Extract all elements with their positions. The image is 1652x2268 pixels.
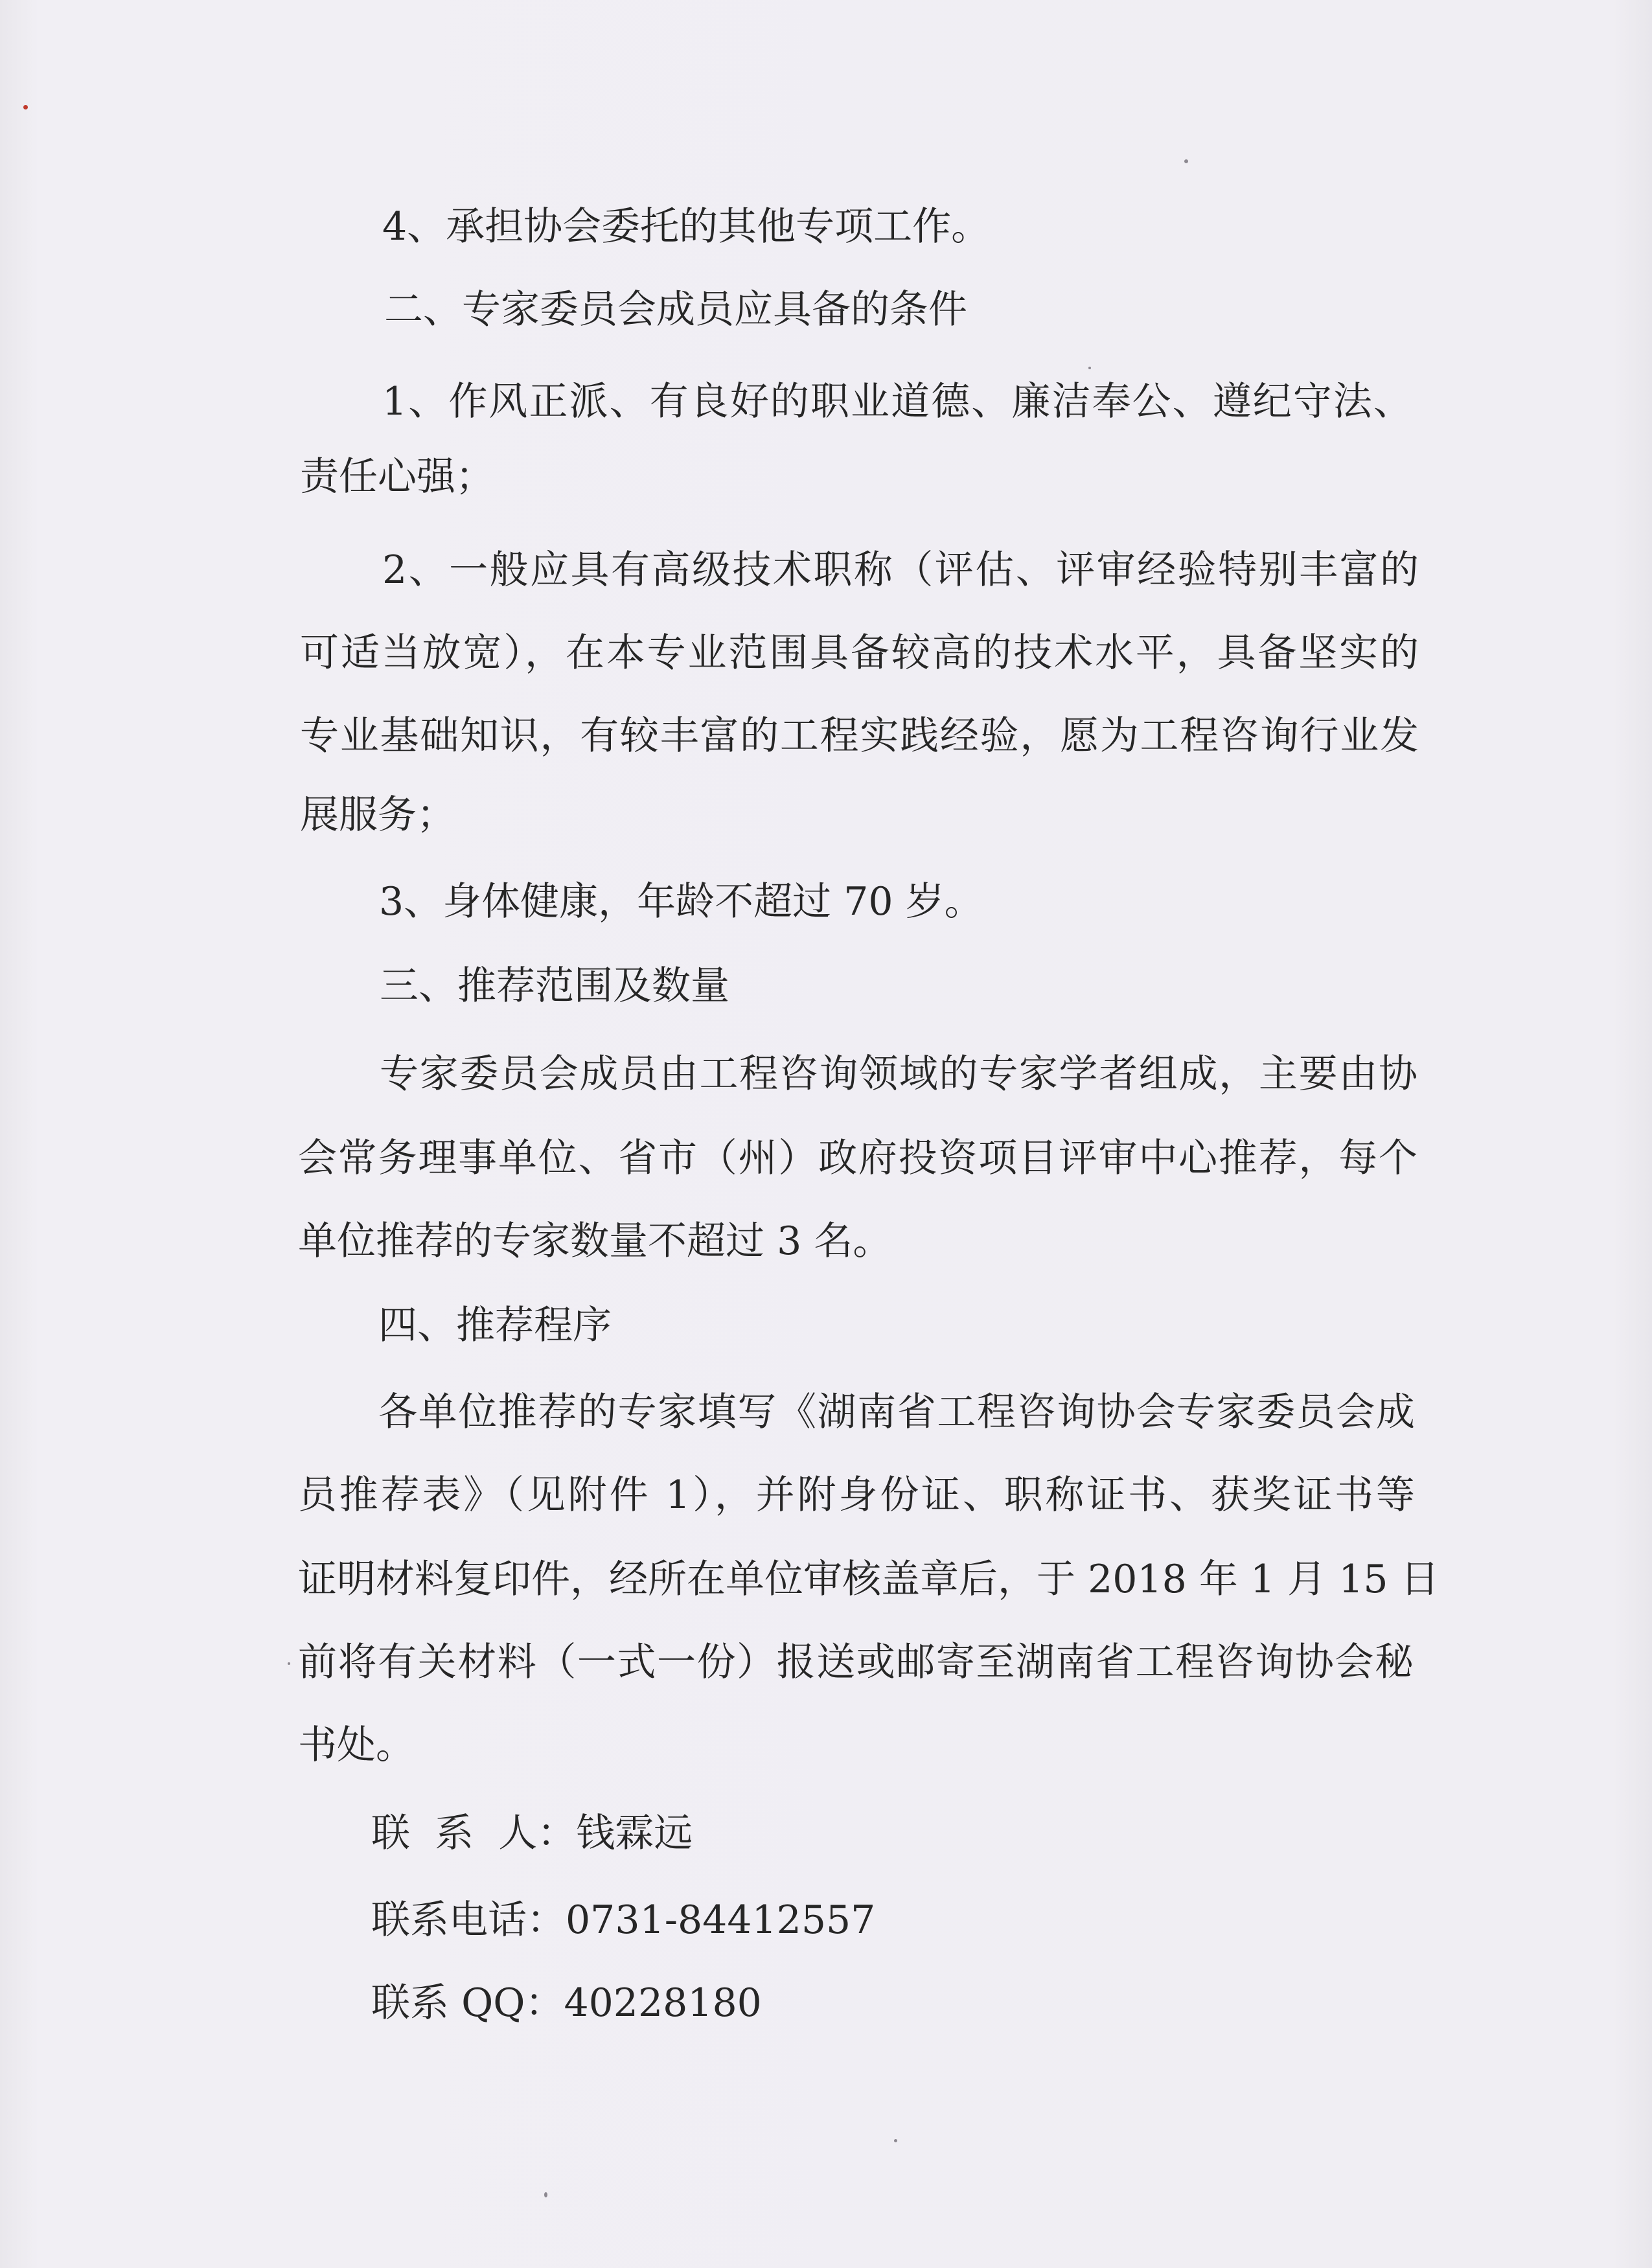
s3-para-line2: 会常务理事单位、省市（州）政府投资项目评审中心推荐，每个	[298, 1136, 1417, 1181]
scan-mark	[23, 105, 28, 109]
s4-para-line2: 员推荐表》（见附件 1），并附身份证、职称证书、获奖证书等	[298, 1472, 1415, 1518]
s3-para-line1: 专家委员会成员由工程咨询领域的专家学者组成，主要由协	[380, 1051, 1417, 1097]
s2-item2-line1: 2、一般应具有高级技术职称（评估、评审经验特别丰富的	[382, 547, 1419, 593]
section-2-heading: 二、专家委员会成员应具备的条件	[384, 287, 967, 332]
s3-para-line3: 单位推荐的专家数量不超过 3 名。	[298, 1219, 892, 1264]
s4-para-line1: 各单位推荐的专家填写《湖南省工程咨询协会专家委员会成	[378, 1390, 1415, 1435]
s2-item2-line3: 专业基础知识，有较丰富的工程实践经验，愿为工程咨询行业发	[300, 713, 1419, 759]
contact-phone: 联系电话：0731-84412557	[371, 1897, 876, 1943]
scan-speck	[1088, 367, 1091, 369]
s4-para-line4: 前将有关材料（一式一份）报送或邮寄至湖南省工程咨询协会秘	[298, 1640, 1414, 1685]
contact-person: 联 系 人：钱霖远	[371, 1811, 693, 1856]
s2-item2-line2: 可适当放宽），在本专业范围具备较高的技术水平，具备坚实的	[300, 630, 1419, 676]
scan-speck	[1184, 159, 1188, 163]
s2-item1-line1: 1、作风正派、有良好的职业道德、廉洁奉公、遵纪守法、	[382, 379, 1412, 424]
section-3-heading: 三、推荐范围及数量	[380, 963, 729, 1009]
scan-speck	[894, 2139, 897, 2142]
scan-speck	[544, 2192, 547, 2197]
s4-para-line5: 书处。	[298, 1723, 415, 1768]
section-4-heading: 四、推荐程序	[378, 1303, 612, 1348]
s2-item1-line2: 责任心强；	[300, 454, 494, 499]
item-4: 4、承担协会委托的其他专项工作。	[382, 204, 991, 249]
contact-qq: 联系 QQ：40228180	[371, 1980, 762, 2026]
s2-item3: 3、身体健康，年龄不超过 70 岁。	[379, 879, 983, 924]
s4-para-line3: 证明材料复印件，经所在单位审核盖章后，于 2018 年 1 月 15 日	[298, 1557, 1440, 1602]
scan-speck	[288, 1662, 290, 1665]
s2-item2-line4: 展服务；	[300, 792, 455, 838]
